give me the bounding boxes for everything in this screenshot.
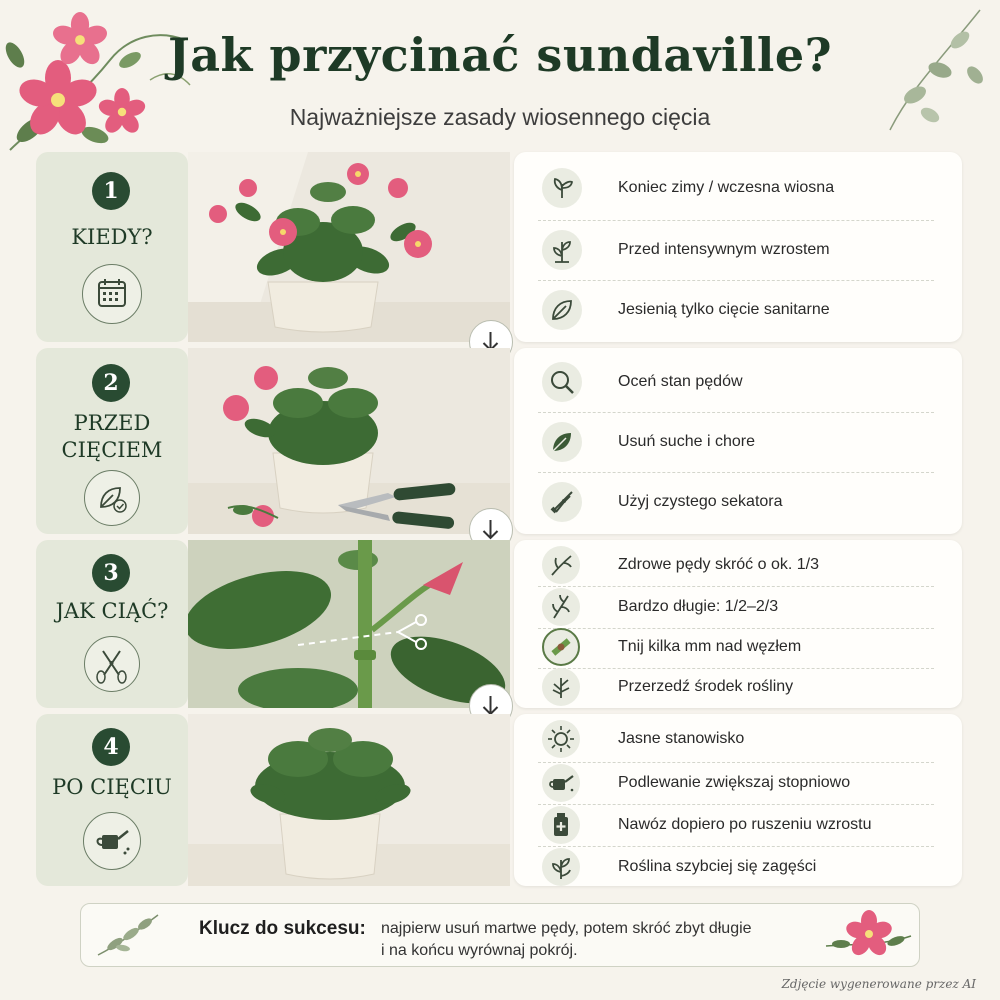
thin-plant-icon (542, 668, 580, 706)
step-row-4 (36, 714, 962, 886)
photo-cutting-stem (188, 540, 510, 708)
item-divider (538, 846, 934, 847)
list-item (514, 230, 962, 270)
step-card-2 (36, 348, 188, 534)
leaf-check-icon (84, 470, 140, 526)
pruner-icon (542, 482, 582, 522)
item-text: Użyj czystego sekatora (618, 493, 783, 510)
photo-plant-with-pruner (188, 348, 510, 534)
photo-flowering-plant (188, 152, 510, 342)
page-title: Jak przycinać sundaville? (167, 28, 833, 82)
list-item (514, 168, 962, 208)
item-divider (538, 412, 934, 413)
item-divider (538, 586, 934, 587)
item-text: Bardzo długie: 1/2–2/3 (618, 598, 779, 615)
item-text: Jasne stanowisko (618, 730, 745, 747)
ai-credit-note: Zdjęcie wygenerowane przez AI (781, 977, 976, 991)
step-label-line-2: CIĘCIEM (61, 438, 163, 462)
list-item (514, 720, 962, 758)
step-card-1 (36, 152, 188, 342)
item-text: Zdrowe pędy skróć o ok. 1/3 (618, 556, 819, 573)
step-row-2 (36, 348, 962, 534)
item-text: Podlewanie zwiększaj stopniowo (618, 774, 851, 791)
list-item (514, 848, 962, 886)
step-card-3 (36, 540, 188, 708)
list-item (514, 362, 962, 402)
step-label-line-1: PRZED (73, 411, 151, 435)
list-item (514, 628, 962, 666)
item-text: Przerzedź środek rośliny (618, 678, 794, 695)
item-text: Tnij kilka mm nad węzłem (618, 638, 802, 655)
sprout-icon (542, 168, 582, 208)
list-item (514, 588, 962, 626)
key-text-line-2: i na końcu wyrównaj pokrój. (381, 942, 578, 959)
item-divider (538, 220, 934, 221)
growing-plant-icon (542, 230, 582, 270)
item-text: Usuń suche i chore (618, 433, 755, 450)
item-text: Roślina szybciej się zagęści (618, 858, 817, 875)
pruners-icon (84, 636, 140, 692)
step-label: JAK CIĄĆ? (55, 599, 169, 623)
calendar-icon (82, 264, 142, 324)
branch-icon (542, 546, 580, 584)
photo-pruned-plant (188, 714, 510, 886)
magnifier-icon (542, 362, 582, 402)
step-number-badge: 1 (92, 172, 130, 210)
key-label: Klucz do sukcesu: (199, 918, 366, 939)
key-text-line-1: najpierw usuń martwe pędy, potem skróć zbyt długie (381, 920, 752, 937)
item-divider (538, 804, 934, 805)
step-number-badge: 3 (92, 554, 130, 592)
step-row-1 (36, 152, 962, 342)
item-text: Oceń stan pędów (618, 373, 743, 390)
fertilizer-bottle-icon (542, 806, 580, 844)
item-divider (538, 472, 934, 473)
list-item (514, 764, 962, 802)
list-item (514, 546, 962, 584)
item-text: Nawóz dopiero po ruszeniu wzrostu (618, 816, 872, 833)
page-subtitle: Najważniejsze zasady wiosennego cięcia (289, 104, 711, 130)
list-item (514, 422, 962, 462)
step-row-3 (36, 540, 962, 708)
dense-plant-icon (542, 848, 580, 886)
step-label: PO CIĘCIU (52, 775, 172, 799)
step-number-badge: 2 (92, 364, 130, 402)
step-2-items-card (514, 348, 962, 534)
step-3-items-card (514, 540, 962, 708)
leaf-icon (542, 290, 582, 330)
leaf-icon (542, 422, 582, 462)
list-item (514, 482, 962, 522)
item-divider (538, 762, 934, 763)
list-item (514, 806, 962, 844)
item-text: Przed intensywnym wzrostem (618, 241, 830, 258)
leaf-sprig-icon (93, 910, 163, 960)
sun-icon (542, 720, 580, 758)
step-4-items-card (514, 714, 962, 886)
watering-can-icon (542, 764, 580, 802)
key-to-success-box (80, 903, 920, 967)
step-number-badge: 4 (92, 728, 130, 766)
list-item (514, 290, 962, 330)
item-text: Koniec zimy / wczesna wiosna (618, 179, 835, 196)
step-label: KIEDY? (71, 225, 153, 249)
flower-decoration-top-left (0, 0, 200, 170)
step-card-4 (36, 714, 188, 886)
flower-decoration-footer (821, 906, 916, 964)
node-cut-icon (542, 628, 580, 666)
item-divider (538, 280, 934, 281)
step-1-items-card (514, 152, 962, 342)
item-text: Jesienią tylko cięcie sanitarne (618, 301, 830, 318)
long-branch-icon (542, 588, 580, 626)
watering-can-icon (83, 812, 141, 870)
list-item (514, 668, 962, 706)
